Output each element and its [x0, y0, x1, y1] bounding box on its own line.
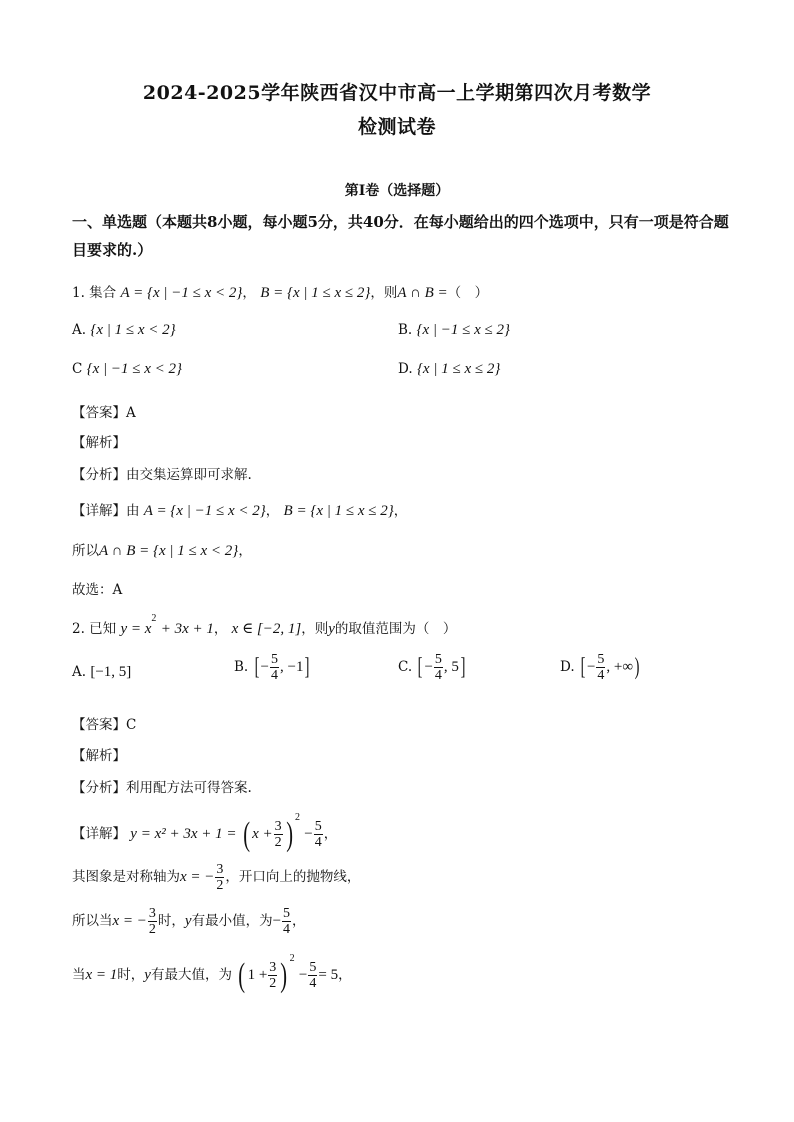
q2-min-x: x = −: [112, 913, 147, 929]
q2-max-sq: 2: [289, 953, 295, 964]
q2-detail-den2: 4: [314, 835, 322, 850]
q2-option-b-label: B.: [234, 659, 249, 675]
volume-heading: 第I卷（选择题）: [344, 183, 450, 199]
q1-analysis: 【解析】: [72, 435, 126, 451]
q1-option-c: [72, 361, 182, 378]
q1-detail-set-a: A = {x | −1 ≤ x < 2}: [143, 503, 266, 519]
q2-min-den: 2: [148, 922, 156, 937]
q1-option-b: [398, 322, 510, 339]
q2-analysis: 【解析】: [72, 748, 126, 764]
q2-detail-num: 3: [274, 819, 282, 834]
q1-conclusion: [72, 539, 252, 560]
q1-detail: [72, 499, 407, 520]
q2-exp: 2: [151, 613, 157, 624]
q1-prefix: 1. 集合: [72, 285, 117, 301]
q2-fenxi-label: 【分析】: [72, 780, 126, 796]
q2-min-end: ，: [292, 913, 306, 929]
q2-min-val-sign: −: [272, 913, 282, 929]
q2-detail-expr: y = x² + 3x + 1 =: [130, 826, 237, 842]
q2-option-b: B. [ − $\frac{5}{4}$ , −1]: [234, 652, 310, 683]
q2-max-num2: 5: [309, 960, 317, 975]
q1-option-d-label: D.: [398, 361, 413, 377]
q2-detail-label: 【详解】: [72, 826, 126, 842]
q2-detail-minus: −: [304, 826, 313, 842]
q1-option-b-label: B.: [398, 322, 413, 338]
q1-ask-paren: （ ）: [447, 285, 489, 301]
q1-stem: [72, 281, 488, 302]
q2-min: [72, 906, 306, 937]
q2-detail-num2: 5: [314, 819, 322, 834]
q2-min-prefix: 所以当: [72, 913, 113, 929]
q2-answer: [72, 713, 136, 733]
q1-option-d: [398, 361, 500, 378]
q2-detail-x: x +: [252, 826, 273, 842]
q2-option-c-post: , 5: [443, 659, 459, 675]
q2-axis-x: x = −: [180, 869, 215, 885]
q2-min-num: 3: [148, 906, 156, 921]
q1-fenxi-text: 由交集运算即可求解.: [126, 467, 252, 483]
q1-option-b-text: {x | −1 ≤ x ≤ 2}: [416, 322, 511, 338]
q1-so-end: ，: [238, 543, 252, 559]
q2-max: 当x = 1时，y有最大值，为 ( 1 + $\frac{3}{2}$ ) $^2$ − $\frac{5}{4}$ = 5，: [72, 953, 352, 994]
q2-option-b-sign: −: [260, 659, 269, 675]
q2-option-a-label: A.: [72, 664, 87, 680]
q2-axis-den: 2: [216, 878, 224, 893]
q2-min-val-num: 5: [283, 906, 291, 921]
q1-fenxi-label: 【分析】: [72, 467, 126, 483]
q2-domain: x ∈ [−2, 1]: [231, 621, 302, 637]
q1-detail-prefix: 由: [126, 503, 140, 519]
q1-fenxi: [72, 463, 252, 483]
q2-detail-end: ，: [323, 826, 338, 842]
q2-option-a: [72, 664, 131, 681]
q2-detail-den: 2: [274, 835, 282, 850]
q2-max-end: ，: [338, 967, 352, 983]
q2-fenxi: [72, 776, 252, 796]
q2-option-d-label: D.: [560, 659, 575, 675]
q2-stem: [72, 613, 456, 638]
q2-func-rest: + 3x + 1: [160, 621, 214, 637]
q2-ask: ，则: [301, 621, 329, 637]
q1-option-a-label: A.: [72, 322, 87, 338]
q1-answer-label: 【答案】: [72, 405, 126, 421]
q1-answer: [72, 401, 136, 421]
q1-ask-prefix: ，则: [370, 285, 398, 301]
q1-set-a: A = {x | −1 ≤ x < 2}: [120, 285, 243, 301]
q1-option-a-text: {x | 1 ≤ x < 2}: [90, 322, 176, 338]
q2-option-c: C. [ − $\frac{5}{4}$ , 5]: [398, 652, 466, 683]
q2-max-prefix: 当: [72, 967, 86, 983]
q1-detail-set-b: B = {x | 1 ≤ x ≤ 2}: [283, 503, 394, 519]
doc-title-line2: 检测试卷: [357, 116, 436, 138]
q2-option-d-num: 5: [597, 652, 605, 667]
q2-option-c-num: 5: [434, 652, 442, 667]
q1-option-d-text: {x | 1 ≤ x ≤ 2}: [416, 361, 501, 377]
q2-max-den2: 4: [309, 976, 317, 991]
q2-max-x: x = 1: [85, 967, 118, 983]
q1-detail-sep: ，: [265, 503, 280, 519]
q2-option-d: D. [ − $\frac{5}{4}$ , +∞): [560, 652, 640, 683]
q1-ask-expr: A ∩ B =: [397, 285, 448, 301]
q1-sep: ，: [242, 285, 256, 301]
q1-so-prefix: 所以: [72, 543, 99, 559]
q2-option-b-num: 5: [270, 652, 278, 667]
q1-option-c-text: {x | −1 ≤ x < 2}: [86, 361, 183, 377]
q2-answer-label: 【答案】: [72, 717, 126, 733]
q2-max-num: 3: [269, 960, 277, 975]
q2-max-in: 1 +: [247, 967, 268, 983]
q1-option-c-label: C: [72, 361, 83, 377]
q2-min-rest: 有最小值，为: [191, 913, 273, 929]
q2-option-c-den: 4: [434, 668, 442, 683]
q2-axis-num: 3: [216, 862, 224, 877]
q2-option-b-den: 4: [270, 668, 278, 683]
q2-option-c-sign: −: [424, 659, 433, 675]
q2-func: y = x: [120, 621, 152, 637]
doc-title-line1: 2024-2025学年陕西省汉中市高一上学期第四次月考数学: [142, 82, 652, 104]
q1-option-a: [72, 322, 176, 339]
q1-choose: 故选：A: [72, 582, 123, 598]
section-heading: 一、单选题（本题共8小题，每小题5分，共40分．在每小题给出的四个选项中，只有一项是符合题目要求的.）: [72, 213, 729, 259]
q2-ask-rest: 的取值范围为（ ）: [334, 621, 457, 637]
q2-detail: 【详解】 y = x² + 3x + 1 = ( x + $\frac{3}{2}$ ) $^2$ − $\frac{5}{4}$ ，: [72, 812, 338, 853]
q2-y: y: [328, 621, 335, 637]
q1-so-expr: A ∩ B = {x | 1 ≤ x < 2}: [99, 543, 239, 559]
q2-max-rest: 有最大值，为: [150, 967, 232, 983]
q2-axis: [72, 862, 360, 893]
q2-option-d-post: , +∞: [606, 659, 634, 675]
q2-option-d-sign: −: [586, 659, 596, 675]
q2-option-d-den: 4: [597, 668, 605, 683]
q2-comma: ，: [213, 621, 228, 637]
q2-max-eq: = 5: [318, 967, 339, 983]
q2-max-mid: 时，: [117, 967, 145, 983]
q1-set-b: B = {x | 1 ≤ x ≤ 2}: [260, 285, 371, 301]
q2-option-a-text: [−1, 5]: [90, 664, 132, 680]
q2-max-minus: −: [298, 967, 308, 983]
q2-prefix: 2. 已知: [72, 621, 117, 637]
q2-min-val-den: 4: [283, 922, 291, 937]
q2-min-y: y: [184, 913, 192, 929]
q1-detail-label: 【详解】: [72, 503, 126, 519]
q2-max-y: y: [144, 967, 151, 983]
q2-axis-prefix: 其图象是对称轴为: [72, 869, 180, 885]
q2-axis-rest: ，开口向上的抛物线，: [225, 869, 361, 885]
q2-option-c-label: C.: [398, 659, 413, 675]
q2-detail-sq: 2: [295, 812, 300, 823]
q2-fenxi-text: 利用配方法可得答案.: [126, 780, 252, 796]
q1-answer-value: A: [126, 405, 136, 421]
q2-max-den: 2: [269, 976, 277, 991]
q2-option-b-post: , −1: [279, 659, 304, 675]
q2-answer-value: C: [126, 717, 137, 733]
q2-min-mid: 时，: [157, 913, 185, 929]
q1-detail-end: ，: [393, 503, 408, 519]
